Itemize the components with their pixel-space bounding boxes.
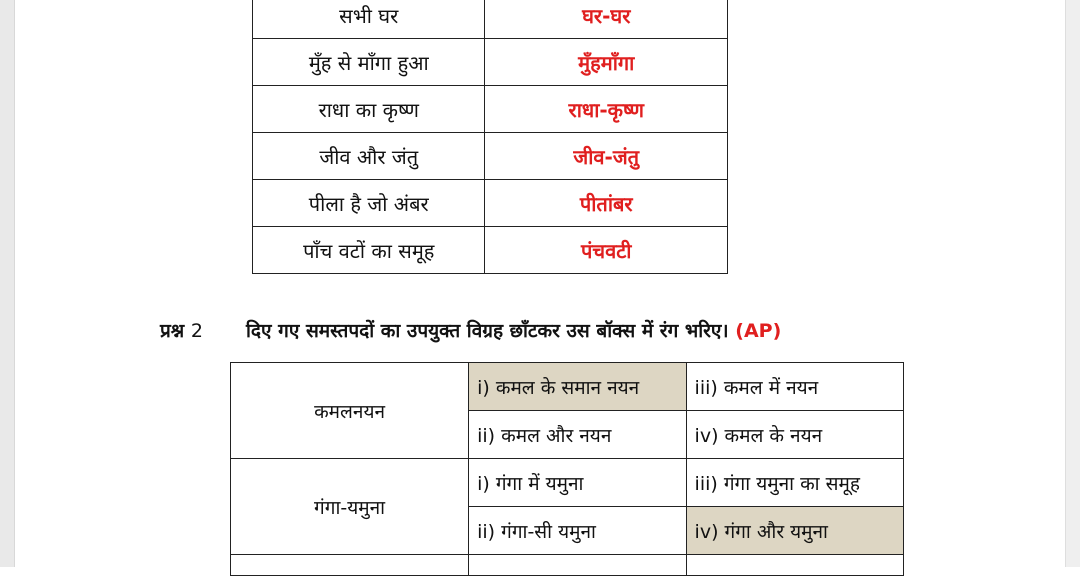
table-row [253,39,728,86]
option-box[interactable]: iii) कमल में नयन [686,363,903,411]
table-row [253,133,728,180]
question-2 [160,317,781,343]
vigrah-choice-table [230,362,904,576]
vigrah-cell: मुँह से माँगा हुआ [253,39,485,86]
samastpad-cell: कमलनयन [231,363,469,459]
samas-cell: जीव-जंतु [485,133,728,180]
question-label: प्रश्न [160,320,185,342]
cut-off-cell [231,555,469,576]
samas-cell: राधा-कृष्ण [485,86,728,133]
option-box[interactable]: ii) गंगा-सी यमुना [469,507,686,555]
right-scrollbar[interactable] [1065,0,1080,567]
vigrah-cell: राधा का कृष्ण [253,86,485,133]
cut-off-cell [686,555,903,576]
samas-example-table [252,0,728,274]
table-row [253,0,728,39]
option-box-selected[interactable]: i) कमल के समान नयन [469,363,686,411]
samas-cell: पंचवटी [485,227,728,274]
table-row [231,363,904,411]
table-row [253,180,728,227]
question-number-value: 2 [190,320,203,342]
option-box[interactable]: ii) कमल और नयन [469,411,686,459]
question-text: दिए गए समस्तपदों का उपयुक्त विग्रह छाँटकर उस बॉक्स में रंग भरिए। [246,320,729,342]
option-box[interactable]: i) गंगा में यमुना [469,459,686,507]
table-row [231,555,904,576]
samas-cell: पीतांबर [485,180,728,227]
table-row [253,227,728,274]
samastpad-cell: गंगा-यमुना [231,459,469,555]
option-box[interactable]: iv) कमल के नयन [686,411,903,459]
table-row [253,86,728,133]
samas-cell: घर-घर [485,0,728,39]
vigrah-cell: जीव और जंतु [253,133,485,180]
cut-off-cell [469,555,686,576]
question-tag: (AP) [735,320,782,342]
table-row [231,459,904,507]
samas-cell: मुँहमाँगा [485,39,728,86]
question-number [160,317,246,343]
vigrah-cell: सभी घर [253,0,485,39]
option-box[interactable]: iii) गंगा यमुना का समूह [686,459,903,507]
option-box-selected[interactable]: iv) गंगा और यमुना [686,507,903,555]
vigrah-cell: पाँच वटों का समूह [253,227,485,274]
vigrah-cell: पीला है जो अंबर [253,180,485,227]
left-scrollbar[interactable] [0,0,15,567]
